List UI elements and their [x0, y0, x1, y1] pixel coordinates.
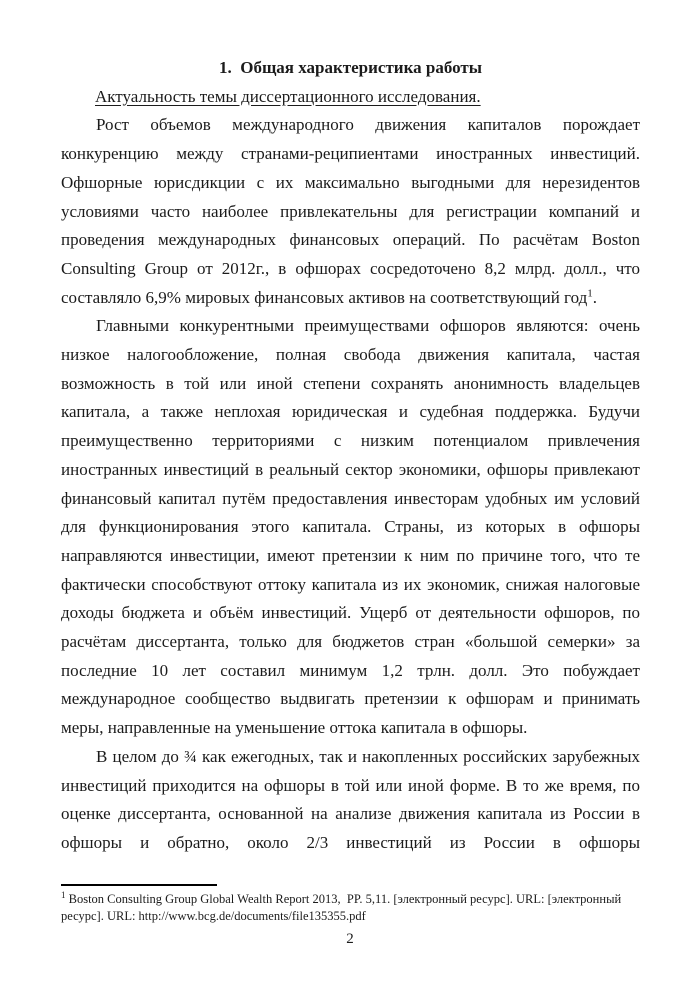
paragraph: Главными конкурентными преимуществами офшоров являются: очень низкое налогообложение, полная свобода движения капитала, частая возможность в той или иной степени сохранять анонимность владельцев капитала, а также неплохая юридическая и судебная поддержка. Будучи преимущественно территориями с низким потенциалом привлечения иностранных инвестиций в реальный сектор экономики, офшоры привлекают финансовый капитал путём предоставления инвесторам удобных им условий для функционирования этого капитала. Страны, из которых в офшоры направляются инвестиции, имеют претензии к ним по причине того, что те фактически способствуют оттоку капитала из их экономик, снижая налоговые доходы бюджета и объём инвестиций. Ущерб от деятельности офшоров, по расчётам диссертанта, только для бюджетов стран «большой семерки» за последние 10 лет составил минимум 1,2 трлн. долл. Это побуждает международное сообщество выдвигать претензии к офшорам и принимать меры, направленные на уменьшение оттока капитала в офшоры. [61, 316, 640, 738]
section-heading [61, 83, 640, 112]
footnote-area [61, 884, 646, 924]
section-heading-text: Актуальность темы диссертационного исследования. [95, 86, 481, 106]
paragraph [61, 111, 640, 312]
paragraph: В целом до ¾ как ежегодных, так и накопленных российских зарубежных инвестиций приходится на офшоры в той или иной форме. В то же время, по оценке диссертанта, основанной на анализе движения капитала из России в офшоры и обратно, около 2/3 инвестиций из России в офшоры [61, 746, 640, 852]
paragraph-text: Рост объемов международного движения капиталов порождает конкуренцию между странами-реципиентами иностранных инвестиций. Офшорные юрисдикции с их максимально выгодными для нерезидентов условиями часто наиболее привлекательны для регистрации компаний и проведения международных финансовых операций. По расчётам Boston Consulting Group от 2012г., в офшорах сосредоточено 8,2 млрд. долл., что составляло 6,9% мировых финансовых активов на соответствующий год [61, 115, 640, 307]
footnote-number: 1 [61, 889, 66, 900]
page-title: 1. Общая характеристика работы [218, 58, 483, 77]
page-content [61, 54, 640, 858]
footnote [61, 891, 646, 924]
page-number: 2 [346, 931, 354, 947]
paragraph-text-after-ref: . [592, 287, 598, 307]
footnote-reference: 1 [587, 286, 593, 299]
footnote-divider [61, 884, 217, 886]
footnote-text: Boston Consulting Group Global Wealth Report 2013, PP. 5,11. [электронный ресурс]. URL: [электронный ресурс]. URL: http://www.bcg.de/documents/file135355.pdf [61, 892, 622, 923]
